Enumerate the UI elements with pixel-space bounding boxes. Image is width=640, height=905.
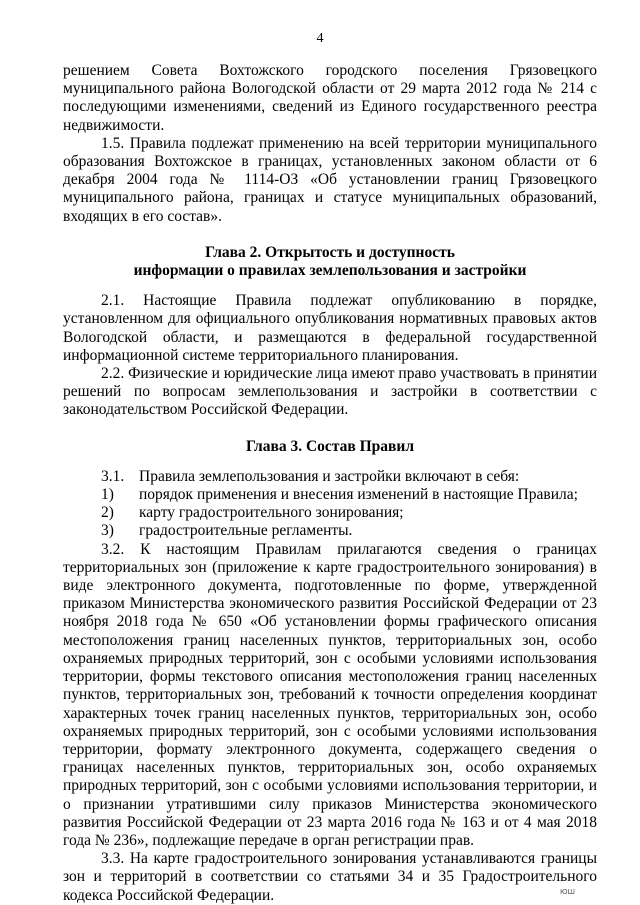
list-item: [63, 522, 597, 540]
paragraph-3-1-number: 3.1.: [101, 467, 125, 485]
list-item-number: 2): [101, 504, 114, 522]
list-item-text: порядок применения и внесения изменений в настоящие Правила;: [139, 486, 578, 504]
page-number: 4: [316, 31, 324, 46]
list-item-number: 3): [101, 522, 114, 540]
paragraph-3-1-text: Правила землепользования и застройки включают в себя:: [139, 467, 520, 485]
chapter-2-title-line-1: Глава 2. Открытость и доступность: [205, 243, 455, 261]
list-item: [63, 486, 597, 504]
paragraph-3-1: [63, 468, 597, 486]
paragraph-2-1: 2.1. Настоящие Правила подлежат опубликованию в порядке, установленном для официального опубликования нормативных правовых актов Вологодской области, и размещаются в федеральной государственной информационной системе территориального планирования.: [63, 292, 597, 364]
paragraph-2-2: 2.2. Физические и юридические лица имеют право участвовать в принятии решений по вопросам землепользования и застройки в соответствии с законодательством Российской Федерации.: [63, 365, 597, 419]
paragraph-continuation: решением Совета Вохтожского городского поселения Грязовецкого муниципального района Вологодской области от 29 марта 2012 года № 214 с последующими изменениями, сведений из Единого государственного реестра недвижимости.: [63, 62, 597, 134]
list-item: [63, 504, 597, 522]
chapter-3-title: Глава 3. Состав Правил: [245, 437, 415, 455]
chapter-2-title-line-2: информации о правилах землепользования и застройки: [133, 262, 527, 280]
list-item-number: 1): [101, 486, 114, 504]
footer-mark: ЮШ: [559, 887, 575, 896]
document-body: [63, 62, 597, 905]
paragraph-3-2: 3.2. К настоящим Правилам прилагаются сведения о границах территориальных зон (приложение к карте градостроительного зонирования) в виде электронного документа, подготовленные по форме, утвержденной приказом Министерства экономического развития Российской Федерации от 23 ноября 2018 года № 650 «Об установлении формы графического описания местоположения границ населенных пунктов, территориальных зон, особо охраняемых природных территорий, зон с особыми условиями использования территории, формы текстового описания местоположения границ населенных пунктов, территориальных зон, требований к точности определения координат характерных точек границ населенных пунктов, территориальных зон, особо охраняемых природных территорий, зон с особыми условиями использования территории, формату электронного документа, содержащего сведения о границах населенных пунктов, территориальных зон, особо охраняемых природных территорий, зон с особыми условиями использования территории, и о признании утратившими силу приказов Министерства экономического развития Российской Федерации от 23 марта 2016 года № 163 и от 4 мая 2018 года № 236», подлежащие передаче в орган регистрации прав.: [63, 540, 597, 849]
list-item-text: градостроительные регламенты.: [139, 522, 353, 540]
paragraph-3-3: 3.3. На карте градостроительного зонирования устанавливаются границы зон и территорий в соответствии со статьями 34 и 35 Градостроительного кодекса Российской Федерации.: [63, 850, 597, 904]
list-item-text: карту градостроительного зонирования;: [139, 504, 404, 522]
paragraph-1-5: 1.5. Правила подлежат применению на всей территории муниципального образования Вохтожское в границах, установленных законом области от 6 декабря 2004 года № 1114-ОЗ «Об установлении границ Грязовецкого муниципального района, границах и статусе муниципальных образований, входящих в его состав».: [63, 134, 597, 225]
